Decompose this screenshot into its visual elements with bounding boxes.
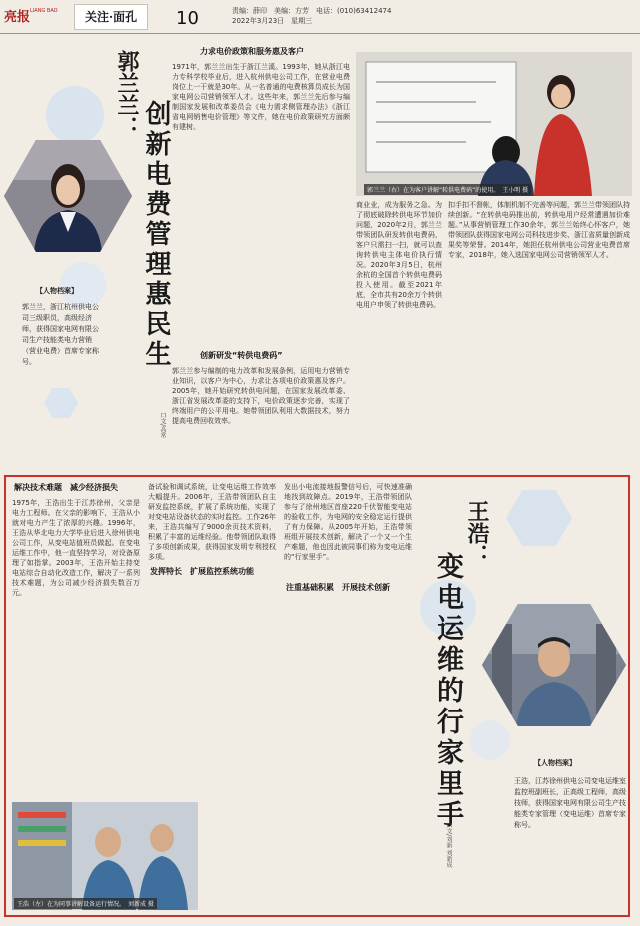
article2-col-3: 发出小电流接地报警信号后，可快速准确地找到故障点。2019年，王浩带领团队参与了徐州地区首座220千伏智能变电站的验收工作，为电网的安全稳定运行提供了有力保障。从2005年开始，王浩带领班组开展技术创新，解决了一个又一个生产难题，他也因此被同事们称为变电运维的“行家里手”。 bbox=[284, 483, 412, 561]
article1-credit: 口文/高常 bbox=[159, 412, 166, 439]
article2-photo-caption: 王浩（左）在为同事讲解设备运行情况。 刘新成 摄 bbox=[14, 898, 157, 909]
article2-profile-tag: 【人物档案】 bbox=[534, 759, 576, 767]
article2-credit: 口文/刘新 刘新成 bbox=[445, 822, 452, 868]
article1-photo bbox=[356, 52, 632, 196]
article2-subhead-1: 解决技术难题 减少经济损失 bbox=[14, 483, 118, 492]
article2-subhead-3: 注重基础积累 开展技术创新 bbox=[286, 583, 390, 592]
article1-photo-illustration bbox=[356, 52, 632, 196]
page-number: 10 bbox=[176, 8, 199, 29]
decor-circle bbox=[46, 86, 104, 144]
article1-subhead-2: 创新研发“转供电费码” bbox=[200, 351, 283, 360]
newspaper-logo-sub: LIANG BAO bbox=[30, 8, 58, 14]
section-name: 关注·面孔 bbox=[74, 4, 148, 30]
article2-photo bbox=[12, 802, 198, 910]
decor-hexagon bbox=[44, 388, 78, 418]
article1-col-1: 1971年，郭兰兰出生于浙江兰溪。1993年，她从浙江电力专科学校毕业后，进入杭州供电公司工作，在营业电费岗位上一干就是30年。从一名普通的电费核算员成长为国家电网公司营销领军人才。这些年来，郭兰兰先后参与编制国家发展和改革委员会《电力需求侧管理办法》《浙江省电网销售电价管理》等文件，她在电价政策研究方面颇有建树。 bbox=[172, 63, 350, 131]
article1-bio: 郭兰兰，浙江杭州供电公司三级职员，高级经济师，获得国家电网有限公司生产技能类电力营销（营业电费）首席专家称号。 bbox=[22, 303, 99, 366]
article1-name: 郭兰兰： bbox=[114, 50, 140, 138]
article2-col-2: 备试验和调试系统，让变电运维工作效率大幅提升。2006年，王浩带领团队自主研发监控系统，扩展了系统功能，实现了对变电站设备状态的实时监控。工作26年来，王浩共编写了9000余页技术资料，积累了丰富的运维经验。他带领团队取得了多项创新成果，获得国家发明专利授权多项。 bbox=[148, 483, 276, 561]
article2-name: 王浩： bbox=[464, 500, 490, 566]
article2-bio: 王浩，江苏徐州供电公司变电运维室监控班副班长，正高级工程师，高级技师，获得国家电网有限公司生产技能类专家管理（变电运维）首席专家称号。 bbox=[514, 777, 626, 829]
article2-col-1: 1975年，王浩出生于江苏徐州，父亲是电力工程师。在父亲的影响下，王浩从小就对电力产生了浓厚的兴趣。1996年，王浩从华北电力大学毕业后进入徐州供电公司工作，从变电站值班员做起。在变电运维工作中，他一直坚持学习，对设备原理了如指掌。2003年，王浩开始主持变电站综合自动化改造工作，解决了一系列技术难题，为公司减少经济损失数百万元。 bbox=[12, 499, 140, 597]
article1-col-4: 扣手扣不督帐，体制机制不完善等问题，郭兰兰带领团队持续创新。“在转供电码推出前，转供电用户经常遭遇加价难题。”从事营销管理工作30余年，郭兰兰始终心怀客户，她带领团队获得国家电网公司科技进步奖、浙江省质量创新成果奖等荣誉。2014年，她担任杭州供电公司营业电费首席专家，2018年，她入选国家电网公司营销领军人才。 bbox=[448, 201, 630, 259]
header-rule bbox=[0, 33, 640, 34]
article1-col-3: 商业业，成为服务之急。为了彻底破除转供电环节加价问题，2020年2月，郭兰兰带领团队研发转供电费码，客户只需扫一扫，就可以查询转供电主体电价执行情况。2020年3月5日，杭州余杭的全国首个转供电费码投入使用。截至2021年底，全市共有20余万个转供电用户申领了转供电费码。 bbox=[356, 201, 442, 309]
decor-circle bbox=[470, 720, 510, 760]
article1-subhead-1: 力求电价政策和服务惠及客户 bbox=[200, 47, 304, 56]
article2-photo-illustration bbox=[12, 802, 198, 910]
newspaper-logo: 亮报 bbox=[4, 10, 31, 25]
date-line: 2022年3月23日 星期三 bbox=[232, 17, 313, 25]
article1-profile-tag: 【人物档案】 bbox=[36, 287, 78, 295]
article1-col-2: 郭兰兰参与编制的电力改革和发展条例，运用电力营销专业知识，以客户为中心，力求让各项电价政策惠及客户。2005年，她开始研究转供电问题，在国家发展改革委、浙江省发展改革委的支持下，电价政策逐步完善，实现了终端用户的公平用电。她带领团队利用大数据技术，努力提高电费回收效率。 bbox=[172, 367, 350, 425]
article1-photo-caption: 郭兰兰（右）在为客户讲解“转供电费码”的使用。 王小明 摄 bbox=[364, 184, 531, 195]
portrait-guo bbox=[4, 140, 132, 252]
editor-line: 责编：薛印 美编：方芳 电话：(010)63412474 bbox=[232, 7, 392, 15]
page-header bbox=[0, 0, 640, 34]
article1-headline: 创新电费管理惠民生 bbox=[141, 100, 171, 370]
portrait-guo-illustration bbox=[4, 140, 132, 252]
article2-headline: 变电运维的行家里手 bbox=[432, 552, 463, 831]
editor-info bbox=[232, 6, 391, 26]
article2-subhead-2: 发挥特长 扩展监控系统功能 bbox=[150, 567, 254, 576]
